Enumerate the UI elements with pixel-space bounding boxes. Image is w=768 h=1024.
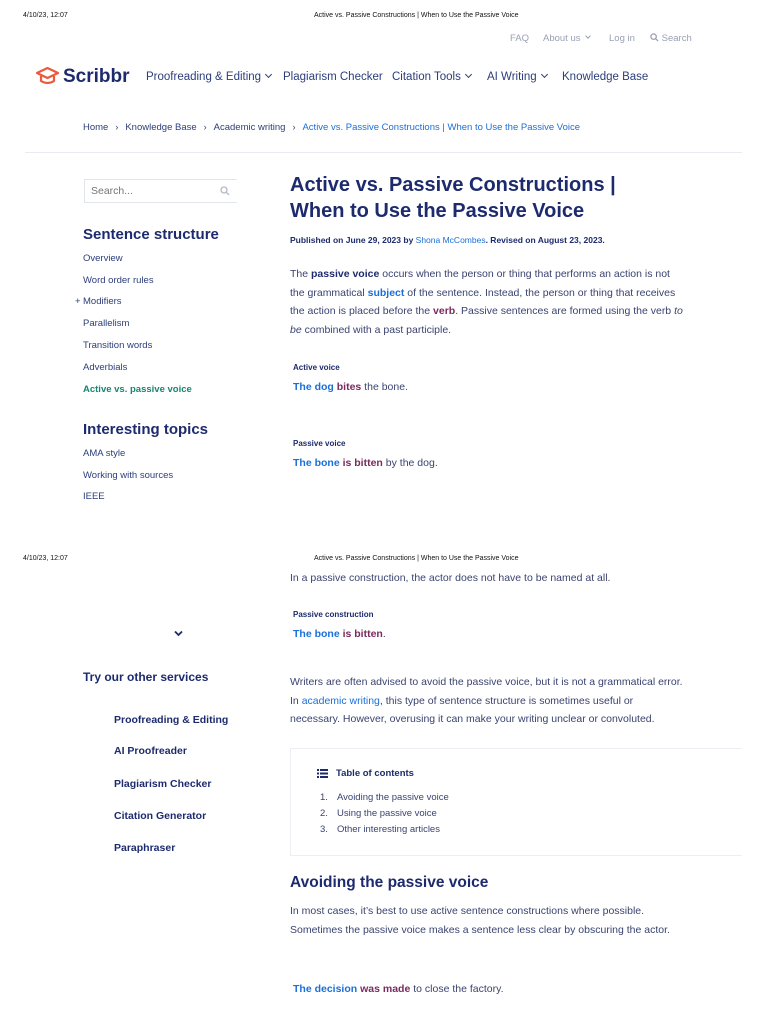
header-divider [25, 152, 742, 153]
search-icon[interactable] [220, 186, 230, 196]
search-link[interactable] [650, 33, 692, 44]
example-passive [293, 457, 438, 469]
chevron-down-icon[interactable] [174, 624, 183, 642]
example-rest: by the dog. [382, 457, 438, 469]
toc-num: 2. [320, 808, 328, 819]
advice-text: Writers are often advised to avoid the passive voice, but it is not a grammatical error. In [290, 676, 683, 707]
nav-citation-label: Citation Tools [392, 71, 461, 83]
example-subject: The dog [293, 381, 334, 393]
toc-label: Other interesting articles [337, 824, 440, 835]
page-title-line2: When to Use the Passive Voice [290, 200, 585, 222]
chevron-down-icon [465, 71, 472, 78]
breadcrumb-home[interactable]: Home [83, 122, 109, 133]
nav-ai-writing-label: AI Writing [487, 71, 537, 83]
sidebar-expand-plus[interactable]: + [75, 296, 81, 307]
meta-published: Published on June 29, 2023 by [290, 235, 416, 245]
intro-paragraph [290, 265, 685, 339]
sidebar-item-active-passive[interactable]: Active vs. passive voice [83, 384, 192, 395]
example-rest: . [382, 628, 386, 640]
print-datetime: 4/10/23, 12:07 [23, 12, 68, 19]
toc-label: Avoiding the passive voice [337, 792, 449, 803]
table-of-contents [290, 748, 742, 856]
academic-writing-link[interactable]: academic writing [301, 694, 380, 707]
service-plagiarism-checker[interactable]: Plagiarism Checker [114, 778, 212, 790]
service-citation-generator[interactable]: Citation Generator [114, 810, 207, 822]
sidebar-section-title: Sentence structure [83, 226, 219, 243]
chevron-down-icon [585, 33, 591, 39]
example-subject: The decision [293, 983, 358, 995]
intro-text: combined with a past participle. [301, 323, 452, 336]
example-label: Passive voice [293, 439, 346, 448]
nav-proofreading-label: Proofreading & Editing [146, 71, 262, 83]
sidebar-search-input[interactable] [85, 185, 205, 197]
passive-no-actor-paragraph: In a passive construction, the actor does not have to be named at all. [290, 572, 611, 584]
chevron-right-icon: › [115, 122, 119, 132]
intro-text: . Passive sentences are formed using the verb [455, 305, 675, 317]
term-verb-link[interactable]: verb [433, 305, 456, 317]
example-verb: was made [360, 983, 411, 995]
meta-revised: . Revised on August 23, 2023. [485, 235, 605, 245]
example-label: Passive construction [293, 610, 374, 619]
advice-text: , this type of sentence structure is sometimes useful or necessary. However, overusing it can make your writing unclear or convoluted. [290, 694, 655, 725]
scribbr-logo[interactable] [35, 66, 130, 88]
example-verb: is bitten [342, 457, 383, 469]
nav-knowledge-base[interactable]: Knowledge Base [562, 71, 649, 83]
faq-link[interactable]: FAQ [510, 33, 530, 44]
sidebar-item-parallelism[interactable]: Parallelism [83, 318, 130, 329]
chevron-right-icon: › [292, 122, 296, 132]
sidebar-search [84, 179, 237, 203]
avoid-paragraph: In most cases, it’s best to use active sentence constructions where possible. Sometimes the passive voice makes a sentence less clear by obscuring the actor. [290, 905, 670, 936]
toc-num: 1. [320, 792, 328, 803]
chevron-down-icon [541, 71, 548, 78]
term-passive-voice: passive voice [311, 268, 380, 280]
breadcrumb-knowledge-base[interactable]: Knowledge Base [125, 122, 197, 133]
scribbr-cap-icon [35, 66, 60, 88]
sidebar-item-ieee[interactable]: IEEE [83, 491, 105, 502]
example-subject: The bone [293, 628, 340, 640]
example-subject: The bone [293, 457, 340, 469]
login-link[interactable]: Log in [609, 33, 635, 44]
example-rest: to close the factory. [410, 983, 504, 995]
nav-proofreading[interactable] [146, 71, 271, 83]
sidebar-item-transition-words[interactable]: Transition words [83, 340, 153, 351]
article-meta [290, 235, 605, 245]
intro-text: of the sentence. Instead, the person or thing that receives the action is placed before the [290, 286, 676, 317]
service-proofreading[interactable]: Proofreading & Editing [114, 714, 229, 726]
toc-item[interactable] [320, 808, 437, 819]
breadcrumb-current: Active vs. Passive Constructions | When to Use the Passive Voice [302, 122, 581, 133]
example-verb: is bitten [342, 628, 383, 640]
chevron-down-icon [265, 71, 272, 78]
toc-title: Table of contents [336, 768, 414, 779]
services-title: Try our other services [83, 670, 209, 684]
toc-item[interactable] [320, 824, 440, 835]
example-passive-construction [293, 628, 386, 640]
sidebar-item-adverbials[interactable]: Adverbials [83, 362, 128, 373]
print-title: Active vs. Passive Constructions | When to Use the Passive Voice [314, 555, 519, 562]
breadcrumb-academic-writing[interactable]: Academic writing [213, 122, 286, 133]
sidebar-item-modifiers[interactable]: Modifiers [83, 296, 122, 307]
toc-label: Using the passive voice [337, 808, 437, 819]
breadcrumb [83, 122, 580, 133]
sidebar-item-working-sources[interactable]: Working with sources [83, 470, 174, 481]
service-ai-proofreader[interactable]: AI Proofreader [114, 745, 187, 757]
brand-name: Scribbr [63, 66, 130, 87]
nav-ai-writing[interactable] [487, 71, 547, 83]
example-verb: bites [336, 381, 362, 393]
term-to-be: to be [290, 305, 683, 336]
print-title: Active vs. Passive Constructions | When to Use the Passive Voice [314, 12, 519, 19]
search-icon [650, 33, 659, 42]
intro-text: The [290, 268, 312, 280]
section-heading-avoid: Avoiding the passive voice [290, 874, 489, 891]
sidebar-section-title: Interesting topics [83, 421, 209, 438]
advice-paragraph [290, 673, 685, 729]
toc-num: 3. [320, 824, 328, 835]
nav-citation-tools[interactable] [392, 71, 471, 83]
example-label: Active voice [293, 363, 340, 372]
term-subject-link[interactable]: subject [367, 286, 405, 299]
service-paraphraser[interactable]: Paraphraser [114, 842, 176, 854]
sidebar-item-overview[interactable]: Overview [83, 253, 123, 264]
sidebar-item-word-order[interactable]: Word order rules [83, 275, 154, 286]
list-icon [317, 769, 328, 778]
example-decision [293, 983, 504, 995]
chevron-right-icon: › [203, 122, 207, 132]
meta-author-link[interactable]: Shona McCombes [415, 235, 486, 245]
page-title-line1: Active vs. Passive Constructions | [290, 174, 616, 196]
toc-header [317, 768, 414, 779]
intro-text: occurs when the person or thing that performs an action is not the grammatical [290, 268, 670, 299]
example-rest: the bone. [361, 381, 408, 393]
about-us-menu[interactable] [543, 33, 590, 44]
nav-plagiarism[interactable]: Plagiarism Checker [283, 71, 383, 83]
sidebar-item-ama[interactable]: AMA style [83, 448, 126, 459]
search-label: Search [661, 33, 692, 44]
toc-item[interactable] [320, 792, 449, 803]
page-title [290, 172, 730, 224]
about-us-label: About us [543, 33, 581, 44]
example-active [293, 381, 408, 393]
print-datetime: 4/10/23, 12:07 [23, 555, 68, 562]
